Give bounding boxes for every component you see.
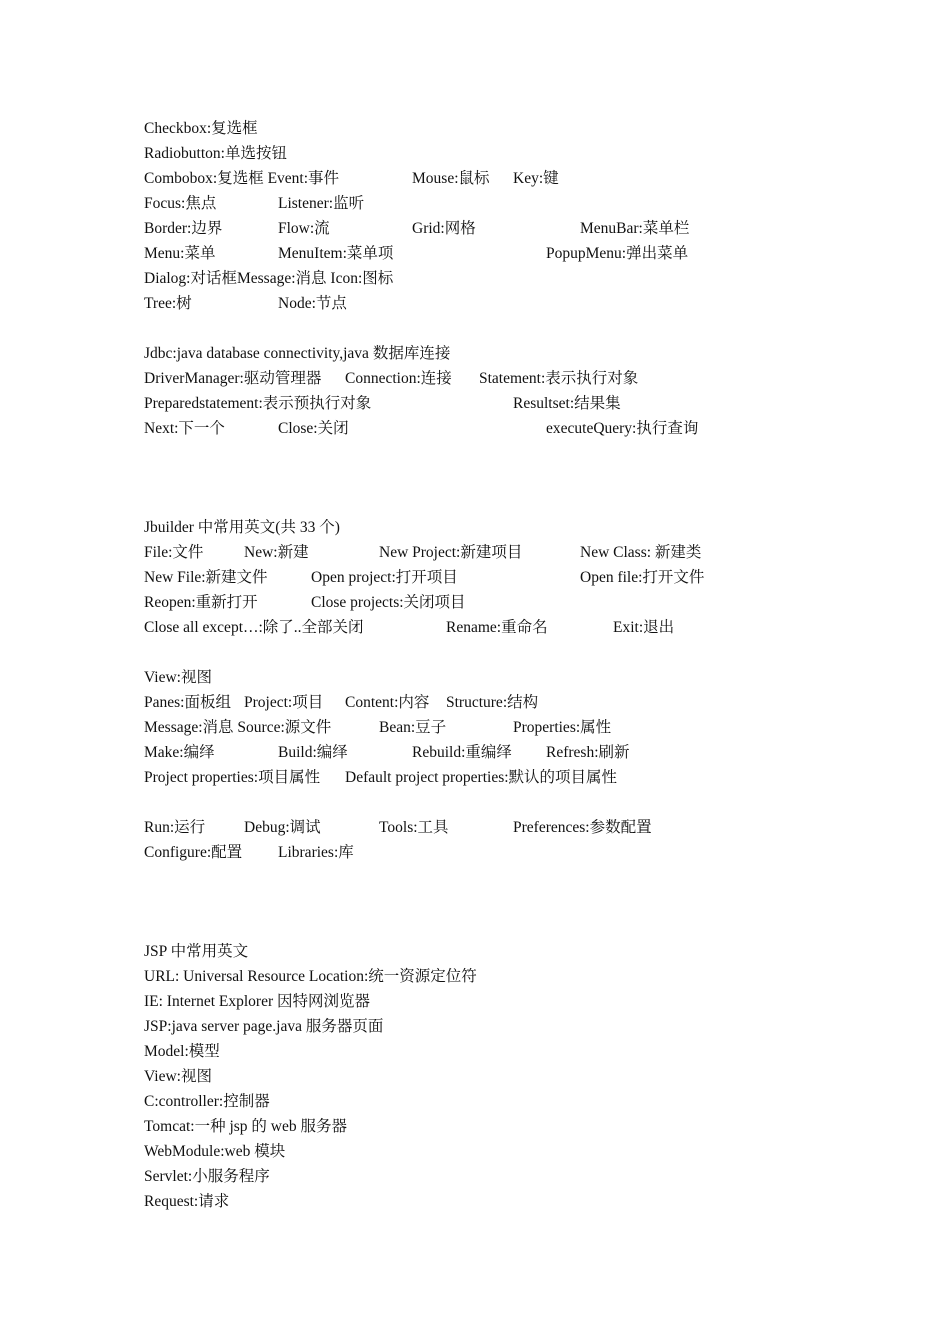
term-run-1: Run:运行 (144, 819, 206, 836)
text-line-file (0, 540, 950, 565)
term-configure-2: Libraries:库 (278, 844, 354, 861)
term-make-1: Make:编绎 (144, 744, 215, 761)
term-next-1: Next:下一个 (144, 420, 225, 437)
term-url-1: URL: Universal Resource Location:统一资源定位符 (144, 968, 477, 985)
term-drivermanager-2: Connection:连接 (345, 370, 452, 387)
term-newfile-3: Open file:打开文件 (580, 569, 705, 586)
term-drivermanager-3: Statement:表示执行对象 (479, 370, 639, 387)
term-run-3: Tools:工具 (379, 819, 449, 836)
text-line-border (0, 216, 950, 241)
term-border-1: Border:边界 (144, 220, 223, 237)
term-panes-2: Project:项目 (244, 694, 324, 711)
term-jbuilder-heading-1: Jbuilder 中常用英文(共 33 个) (144, 519, 340, 536)
text-line-combobox (0, 166, 950, 191)
text-line-model (0, 1039, 950, 1064)
term-newfile-2: Open project:打开项目 (311, 569, 458, 586)
term-panes-4: Structure:结构 (446, 694, 539, 711)
term-file-4: New Class: 新建类 (580, 544, 702, 561)
term-combobox-3: Key:键 (513, 170, 559, 187)
term-combobox-2: Mouse:鼠标 (412, 170, 490, 187)
text-line-projectproperties (0, 765, 950, 790)
term-message-3: Properties:属性 (513, 719, 612, 736)
term-view-1: View:视图 (144, 669, 212, 686)
term-newfile-1: New File:新建文件 (144, 569, 268, 586)
term-focus-1: Focus:焦点 (144, 195, 217, 212)
term-menu-1: Menu:菜单 (144, 245, 216, 262)
term-controller-1: C:controller:控制器 (144, 1093, 270, 1110)
term-file-3: New Project:新建项目 (379, 544, 523, 561)
term-focus-2: Listener:监听 (278, 195, 365, 212)
term-border-3: Grid:网格 (412, 220, 476, 237)
term-make-4: Refresh:刷新 (546, 744, 630, 761)
term-dialog-1: Dialog:对话框Message:消息 Icon:图标 (144, 270, 394, 287)
term-reopen-1: Reopen:重新打开 (144, 594, 258, 611)
text-line-run (0, 815, 950, 840)
term-jsp-1: JSP:java server page.java 服务器页面 (144, 1018, 384, 1035)
text-line-next (0, 416, 950, 441)
text-line-radiobutton (0, 141, 950, 166)
term-panes-3: Content:内容 (345, 694, 430, 711)
text-line-controller (0, 1089, 950, 1114)
term-projectproperties-1: Project properties:项目属性 (144, 769, 321, 786)
text-line-webmodule (0, 1139, 950, 1164)
text-line-jsp-heading (0, 939, 950, 964)
term-webmodule-1: WebModule:web 模块 (144, 1143, 286, 1160)
text-line-drivermanager (0, 366, 950, 391)
text-line-configure (0, 840, 950, 865)
term-jdbc-1: Jdbc:java database connectivity,java 数据库连接 (144, 345, 451, 362)
term-closeall-1: Close all except…:除了..全部关闭 (144, 619, 364, 636)
term-message-1: Message:消息 Source:源文件 (144, 719, 332, 736)
text-line-reopen (0, 590, 950, 615)
text-line-preparedstatement (0, 391, 950, 416)
text-line-message (0, 715, 950, 740)
term-preparedstatement-2: Resultset:结果集 (513, 395, 621, 412)
term-configure-1: Configure:配置 (144, 844, 243, 861)
term-view2-1: View:视图 (144, 1068, 212, 1085)
term-servlet-1: Servlet:小服务程序 (144, 1168, 270, 1185)
term-file-1: File:文件 (144, 544, 204, 561)
term-make-3: Rebuild:重编绎 (412, 744, 512, 761)
term-tomcat-1: Tomcat:一种 jsp 的 web 服务器 (144, 1118, 347, 1135)
term-preparedstatement-1: Preparedstatement:表示预执行对象 (144, 395, 372, 412)
text-line-ie (0, 989, 950, 1014)
term-run-4: Preferences:参数配置 (513, 819, 652, 836)
term-panes-1: Panes:面板组 (144, 694, 231, 711)
term-closeall-3: Exit:退出 (613, 619, 675, 636)
text-line-jbuilder-heading (0, 515, 950, 540)
term-border-4: MenuBar:菜单栏 (580, 220, 690, 237)
term-tree-1: Tree:树 (144, 295, 192, 312)
term-message-2: Bean:豆子 (379, 719, 447, 736)
term-make-2: Build:编绎 (278, 744, 348, 761)
term-combobox-1: Combobox:复选框 Event:事件 (144, 170, 340, 187)
term-radiobutton-1: Radiobutton:单选按钮 (144, 145, 287, 162)
term-projectproperties-2: Default project properties:默认的项目属性 (345, 769, 618, 786)
term-tree-2: Node:节点 (278, 295, 347, 312)
term-file-2: New:新建 (244, 544, 309, 561)
term-closeall-2: Rename:重命名 (446, 619, 548, 636)
text-line-make (0, 740, 950, 765)
term-next-2: Close:关闭 (278, 420, 349, 437)
term-request-1: Request:请求 (144, 1193, 230, 1210)
term-model-1: Model:模型 (144, 1043, 220, 1060)
term-jsp-heading-1: JSP 中常用英文 (144, 943, 249, 960)
text-line-checkbox (0, 116, 950, 141)
text-line-newfile (0, 565, 950, 590)
text-line-closeall (0, 615, 950, 640)
term-drivermanager-1: DriverManager:驱动管理器 (144, 370, 322, 387)
text-line-panes (0, 690, 950, 715)
term-reopen-2: Close projects:关闭项目 (311, 594, 466, 611)
term-ie-1: IE: Internet Explorer 因特网浏览器 (144, 993, 370, 1010)
term-menu-3: PopupMenu:弹出菜单 (546, 245, 689, 262)
text-line-jdbc (0, 341, 950, 366)
term-checkbox-1: Checkbox:复选框 (144, 120, 258, 137)
text-line-view (0, 665, 950, 690)
text-line-view2 (0, 1064, 950, 1089)
text-line-focus (0, 191, 950, 216)
text-line-servlet (0, 1164, 950, 1189)
term-next-3: executeQuery:执行查询 (546, 420, 699, 437)
text-line-tree (0, 291, 950, 316)
text-line-jsp (0, 1014, 950, 1039)
text-line-tomcat (0, 1114, 950, 1139)
text-line-url (0, 964, 950, 989)
text-line-menu (0, 241, 950, 266)
text-line-request (0, 1189, 950, 1214)
term-menu-2: MenuItem:菜单项 (278, 245, 394, 262)
term-run-2: Debug:调试 (244, 819, 321, 836)
term-border-2: Flow:流 (278, 220, 330, 237)
text-line-dialog (0, 266, 950, 291)
